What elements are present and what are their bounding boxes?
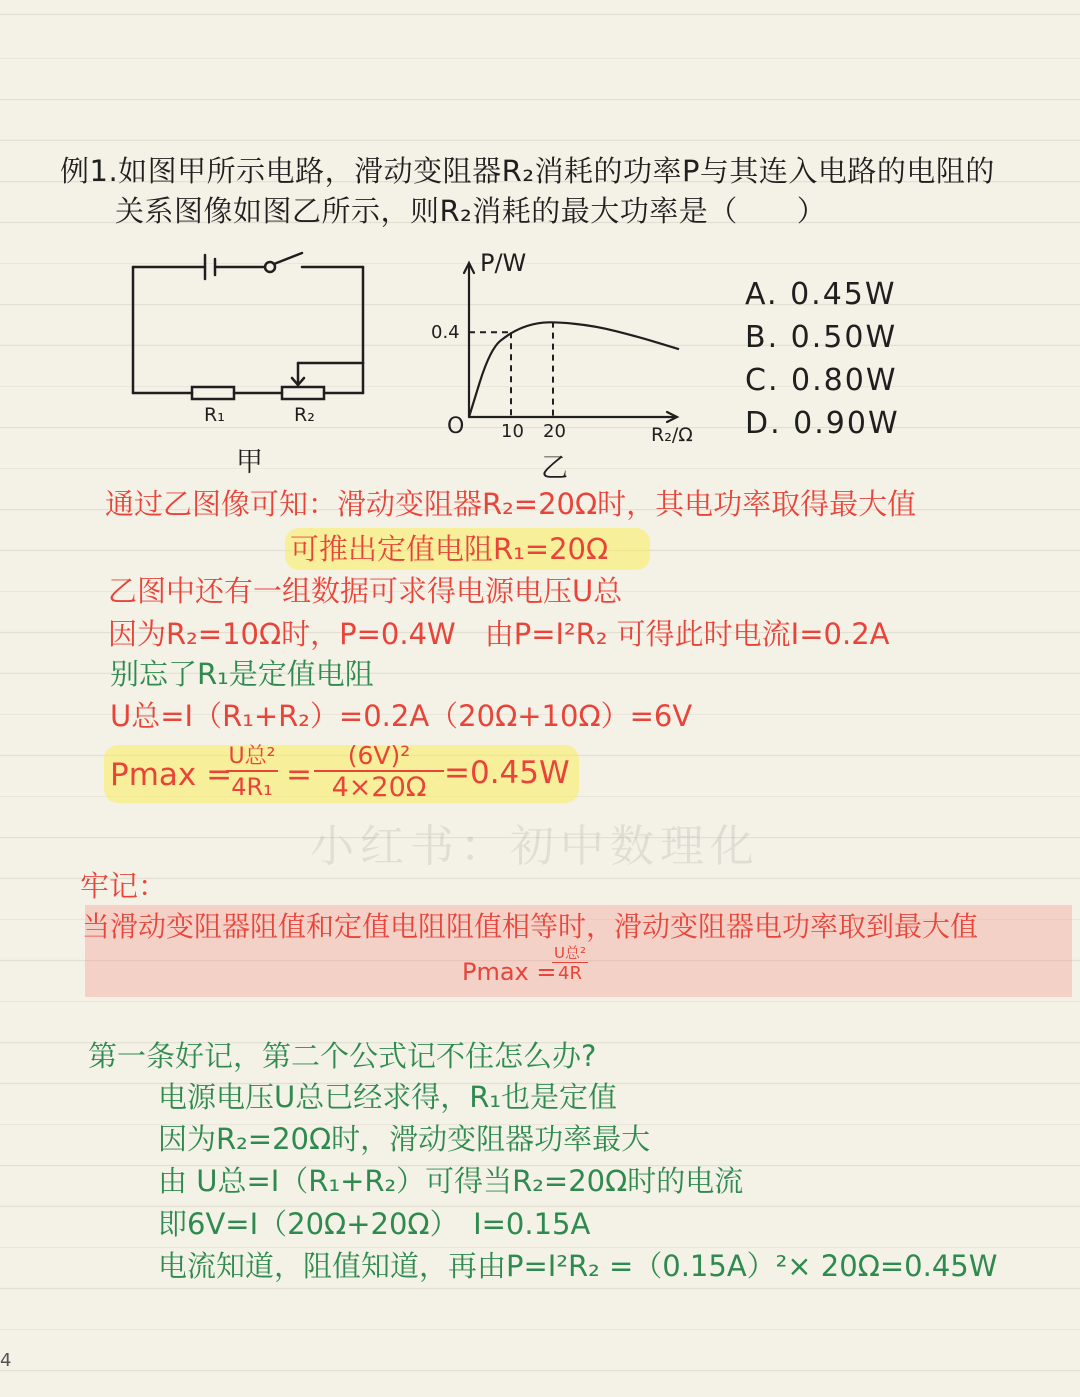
watermark: 小红书：初中数理化 bbox=[310, 821, 760, 872]
page-number: 4 bbox=[0, 1350, 12, 1371]
question-line-1: 例1.如图甲所示电路，滑动变阻器R₂消耗的功率P与其连入电路的电阻的 bbox=[60, 154, 995, 188]
power-curve bbox=[469, 322, 679, 417]
resistor-r1 bbox=[192, 387, 234, 399]
note-formula-lhs: Pmax = bbox=[462, 958, 557, 986]
formula-den-1: 4R₁ bbox=[231, 773, 273, 801]
formula-den-2: 4×20Ω bbox=[331, 772, 427, 803]
formula-fraction-1 bbox=[226, 744, 278, 802]
solution-line-1: 通过乙图像可知：滑动变阻器R₂=20Ω时，其电功率取得最大值 bbox=[105, 487, 917, 521]
note-title: 牢记： bbox=[80, 869, 168, 903]
power-resistance-graph bbox=[425, 245, 715, 485]
option-c: C. 0.80W bbox=[745, 363, 898, 398]
graph-caption: 乙 bbox=[541, 453, 568, 484]
x-tick-label-20: 20 bbox=[543, 421, 566, 442]
solution-line-4: 因为R₂=10Ω时，P=0.4W 由P=I²R₂ 可得此时电流I=0.2A bbox=[108, 617, 890, 651]
note-line-1: 当滑动变阻器阻值和定值电阻阻值相等时，滑动变阻器电功率取到最大值 bbox=[82, 910, 979, 943]
circuit-diagram bbox=[120, 245, 390, 485]
note-formula-fraction bbox=[552, 944, 588, 985]
solution-line-2: 可推出定值电阻R₁=20Ω bbox=[290, 532, 609, 566]
x-tick-label-10: 10 bbox=[501, 421, 524, 442]
tips-line-4: 由 U总=I（R₁+R₂）可得当R₂=20Ω时的电流 bbox=[158, 1164, 744, 1198]
option-a: A. 0.45W bbox=[745, 277, 897, 312]
option-d: D. 0.90W bbox=[745, 406, 900, 441]
x-axis-label: R₂/Ω bbox=[651, 424, 693, 446]
resistor-r2 bbox=[282, 387, 324, 399]
circuit-caption: 甲 bbox=[236, 447, 263, 478]
solution-line-5: 别忘了R₁是定值电阻 bbox=[110, 657, 374, 691]
formula-eq: = bbox=[286, 757, 312, 793]
r1-label: R₁ bbox=[204, 404, 225, 426]
formula-num-1: U总² bbox=[228, 744, 276, 769]
solution-line-3: 乙图中还有一组数据可求得电源电压U总 bbox=[108, 574, 623, 608]
switch-blade bbox=[274, 253, 302, 264]
formula-fraction-2 bbox=[314, 742, 444, 804]
y-axis-label: P/W bbox=[480, 249, 527, 277]
note-formula-den: 4R bbox=[558, 963, 582, 984]
r2-label: R₂ bbox=[294, 404, 315, 426]
tips-line-6: 电流知道，阻值知道，再由P=I²R₂ =（0.15A）²× 20Ω=0.45W bbox=[158, 1249, 998, 1283]
tips-line-2: 电源电压U总已经求得，R₁也是定值 bbox=[158, 1080, 618, 1114]
tips-line-1: 第一条好记，第二个公式记不住怎么办? bbox=[88, 1039, 597, 1073]
question-line-2: 关系图像如图乙所示，则R₂消耗的最大功率是（ ） bbox=[115, 194, 827, 228]
solution-line-6: U总=I（R₁+R₂）=0.2A（20Ω+10Ω）=6V bbox=[110, 699, 693, 733]
tips-line-5: 即6V=I（20Ω+20Ω） I=0.15A bbox=[158, 1207, 591, 1241]
y-tick-label: 0.4 bbox=[431, 322, 460, 344]
option-b: B. 0.50W bbox=[745, 320, 898, 355]
formula-pmax-lhs: Pmax = bbox=[110, 757, 233, 793]
tips-line-3: 因为R₂=20Ω时，滑动变阻器功率最大 bbox=[158, 1122, 651, 1156]
formula-num-2: (6V)² bbox=[347, 741, 411, 770]
origin-label: O bbox=[447, 414, 465, 439]
formula-result: =0.45W bbox=[444, 755, 570, 791]
note-formula-num: U总² bbox=[554, 944, 586, 962]
